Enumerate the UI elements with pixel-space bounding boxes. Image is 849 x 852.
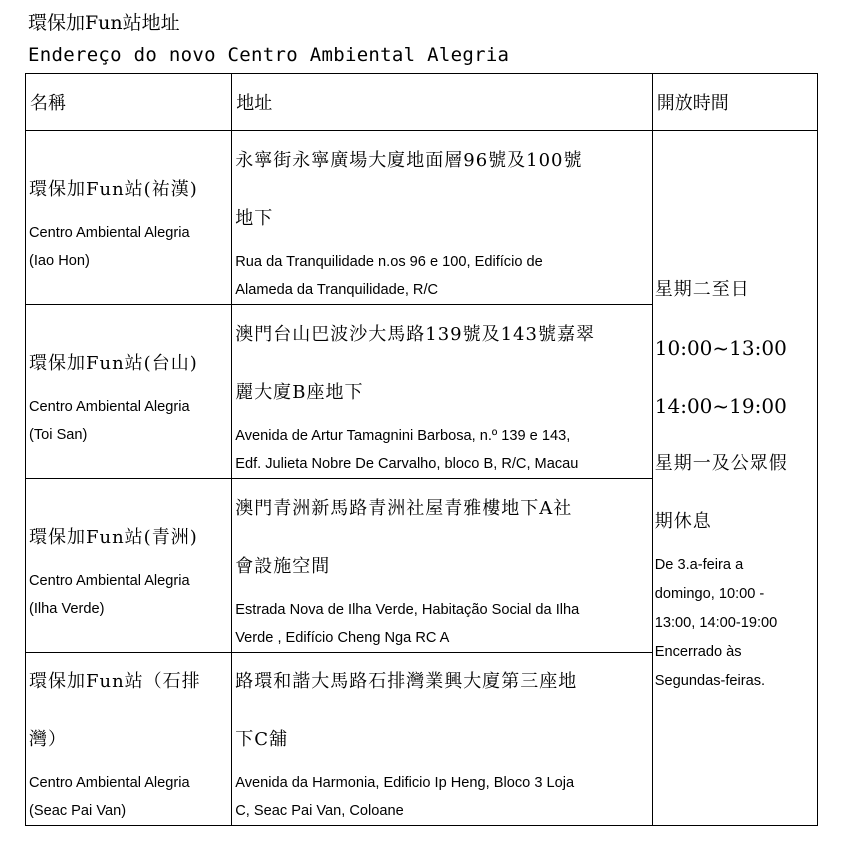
station-address-cell <box>232 653 653 826</box>
address-pt-line: Alameda da Tranquilidade, R/C <box>235 281 439 298</box>
page-title-chinese: 環保加Fun站地址 <box>28 12 180 34</box>
station-name-zh: 環保加Fun站(台山) <box>29 352 198 374</box>
address-pt-line: C, Seac Pai Van, Coloane <box>235 803 404 819</box>
station-address-cell <box>232 479 653 653</box>
station-address-cell <box>232 305 653 479</box>
station-name-zh: 環保加Fun站(祐漢) <box>29 178 198 200</box>
hours-pt-line: De 3.a-feira a <box>654 556 744 573</box>
hours-slot-afternoon: 14:00~19:00 <box>654 393 787 418</box>
hours-pt-line: 13:00, 14:00-19:00 <box>654 614 778 631</box>
header-address: 地址 <box>232 74 653 131</box>
page-title-portuguese: Endereço do novo Centro Ambiental Alegria <box>28 44 510 66</box>
station-name-pt: Centro Ambiental Alegria <box>29 775 190 791</box>
address-pt-line: Avenida da Harmonia, Edificio Ip Heng, Bloco 3 Loja <box>235 775 575 791</box>
table-row <box>26 131 818 305</box>
address-pt-line: Rua da Tranquilidade n.os 96 e 100, Edifício de <box>235 253 543 270</box>
hours-days-zh: 星期二至日 <box>654 278 750 300</box>
address-zh-line: 永寧街永寧廣場大廈地面層96號及100號 <box>235 149 583 171</box>
station-district-pt: (Ilha Verde) <box>29 600 105 617</box>
hours-pt-line: Segundas-feiras. <box>654 672 766 689</box>
address-zh-line: 下C舖 <box>235 729 289 750</box>
hours-closed-zh: 期休息 <box>654 510 712 532</box>
station-name-pt: Centro Ambiental Alegria <box>29 572 190 589</box>
address-zh-line: 麗大廈B座地下 <box>235 381 364 403</box>
address-zh-line: 路環和諧大馬路石排灣業興大廈第三座地 <box>235 671 578 692</box>
station-name-cell <box>26 305 232 479</box>
address-pt-line: Avenida de Artur Tamagnini Barbosa, n.º 139 e 143, <box>235 427 571 444</box>
hours-pt-line: Encerrado às <box>654 643 742 660</box>
station-address-cell <box>232 131 653 305</box>
station-name-pt: Centro Ambiental Alegria <box>29 224 190 241</box>
header-hours: 開放時間 <box>652 74 817 131</box>
station-district-pt: (Seac Pai Van) <box>29 803 127 819</box>
station-name-cell <box>26 131 232 305</box>
station-name-zh: 環保加Fun站(青洲) <box>29 526 198 548</box>
hours-pt-line: domingo, 10:00 - <box>654 585 765 602</box>
station-district-pt: (Toi San) <box>29 426 88 443</box>
hours-slot-morning: 10:00~13:00 <box>654 335 787 360</box>
address-zh-line: 澳門台山巴波沙大馬路139號及143號嘉翠 <box>235 323 595 345</box>
address-zh-line: 會設施空間 <box>235 555 331 577</box>
station-name-pt: Centro Ambiental Alegria <box>29 398 190 415</box>
address-pt-line: Verde , Edifício Cheng Nga RC A <box>235 629 450 646</box>
address-pt-line: Estrada Nova de Ilha Verde, Habitação Social da Ilha <box>235 601 580 618</box>
header-name: 名稱 <box>26 74 232 131</box>
hours-closed-zh: 星期一及公眾假 <box>654 452 788 474</box>
station-name-cell <box>26 653 232 826</box>
address-zh-line: 地下 <box>235 207 274 229</box>
opening-hours-cell <box>652 131 817 826</box>
address-table <box>25 73 818 826</box>
station-district-pt: (Iao Hon) <box>29 252 90 269</box>
table-header-row <box>26 74 818 131</box>
station-name-zh: 灣） <box>29 729 67 750</box>
address-zh-line: 澳門青洲新馬路青洲社屋青雅樓地下A社 <box>235 497 573 519</box>
address-pt-line: Edf. Julieta Nobre De Carvalho, bloco B, R/C, Macau <box>235 455 579 472</box>
station-name-cell <box>26 479 232 653</box>
station-name-zh: 環保加Fun站（石排 <box>29 671 201 692</box>
